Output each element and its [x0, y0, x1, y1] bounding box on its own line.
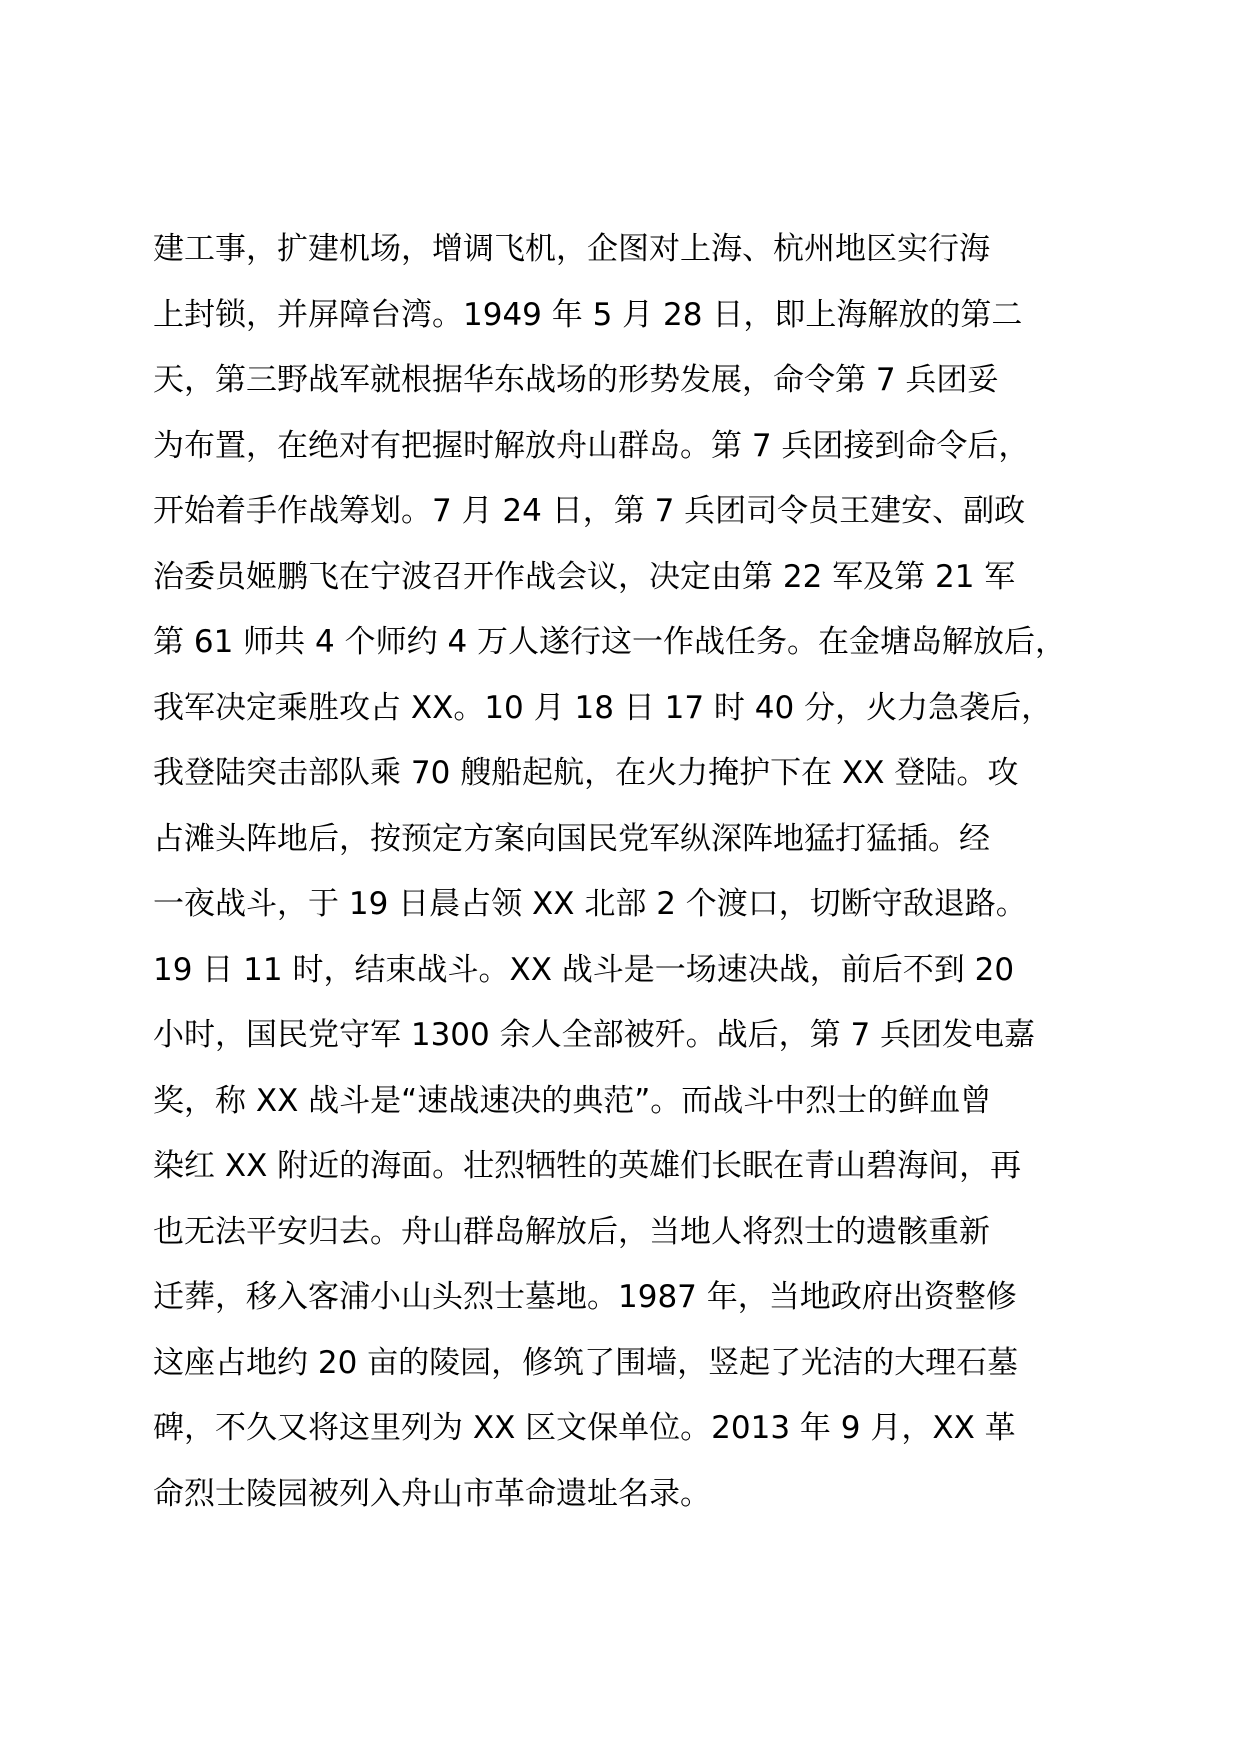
- text-line: 建工事，扩建机场，增调飞机，企图对上海、杭州地区实行海: [153, 231, 990, 267]
- text-line: 这座占地约 20 亩的陵园，修筑了围墙，竖起了光洁的大理石墓: [153, 1344, 1019, 1381]
- text-line: 我军决定乘胜攻占 XX。10 月 18 日 17 时 40 分，火力急袭后，: [153, 689, 1053, 726]
- text-line: 奖，称 XX 战斗是“速战速决的典范”。而战斗中烈士的鲜血曾: [153, 1082, 992, 1119]
- text-line: 天，第三野战军就根据华东战场的形势发展，命令第 7 兵团妥: [153, 362, 999, 398]
- text-line: 迁葬，移入客浦小山头烈士墓地。1987 年，当地政府出资整修: [153, 1279, 1017, 1315]
- text-line: 也无法平安归去。舟山群岛解放后，当地人将烈士的遗骸重新: [153, 1213, 990, 1250]
- text-line: 占滩头阵地后，按预定方案向国民党军纵深阵地猛打猛插。经: [153, 820, 990, 857]
- text-line: 19 日 11 时，结束战斗。XX 战斗是一场速决战，前后不到 20: [153, 951, 1015, 988]
- text-line: 为布置，在绝对有把握时解放舟山群岛。第 7 兵团接到命令后，: [153, 427, 1030, 464]
- text-line: 我登陆突击部队乘 70 艘船起航，在火力掩护下在 XX 登陆。攻: [153, 755, 1019, 791]
- text-line: 命烈士陵园被列入舟山市革命遗址名录。: [153, 1475, 711, 1512]
- text-line: 开始着手作战筹划。7 月 24 日，第 7 兵团司令员王建安、副政: [153, 493, 1026, 529]
- text-line: 小时，国民党守军 1300 余人全部被歼。战后，第 7 兵团发电嘉: [153, 1017, 1036, 1053]
- text-line: 治委员姬鹏飞在宁波召开作战会议，决定由第 22 军及第 21 军: [153, 558, 1016, 595]
- text-line: 染红 XX 附近的海面。壮烈牺牲的英雄们长眠在青山碧海间，再: [153, 1148, 1022, 1184]
- text-line: 上封锁，并屏障台湾。1949 年 5 月 28 日，即上海解放的第二: [153, 296, 1023, 333]
- text-line: 一夜战斗，于 19 日晨占领 XX 北部 2 个渡口，切断守敌退路。: [153, 886, 1027, 922]
- text-line: 碑，不久又将这里列为 XX 区文保单位。2013 年 9 月，XX 革: [153, 1410, 1016, 1446]
- text-line: 第 61 师共 4 个师约 4 万人遂行这一作战任务。在金塘岛解放后，: [153, 624, 1067, 660]
- body-paragraph: [153, 217, 1113, 1527]
